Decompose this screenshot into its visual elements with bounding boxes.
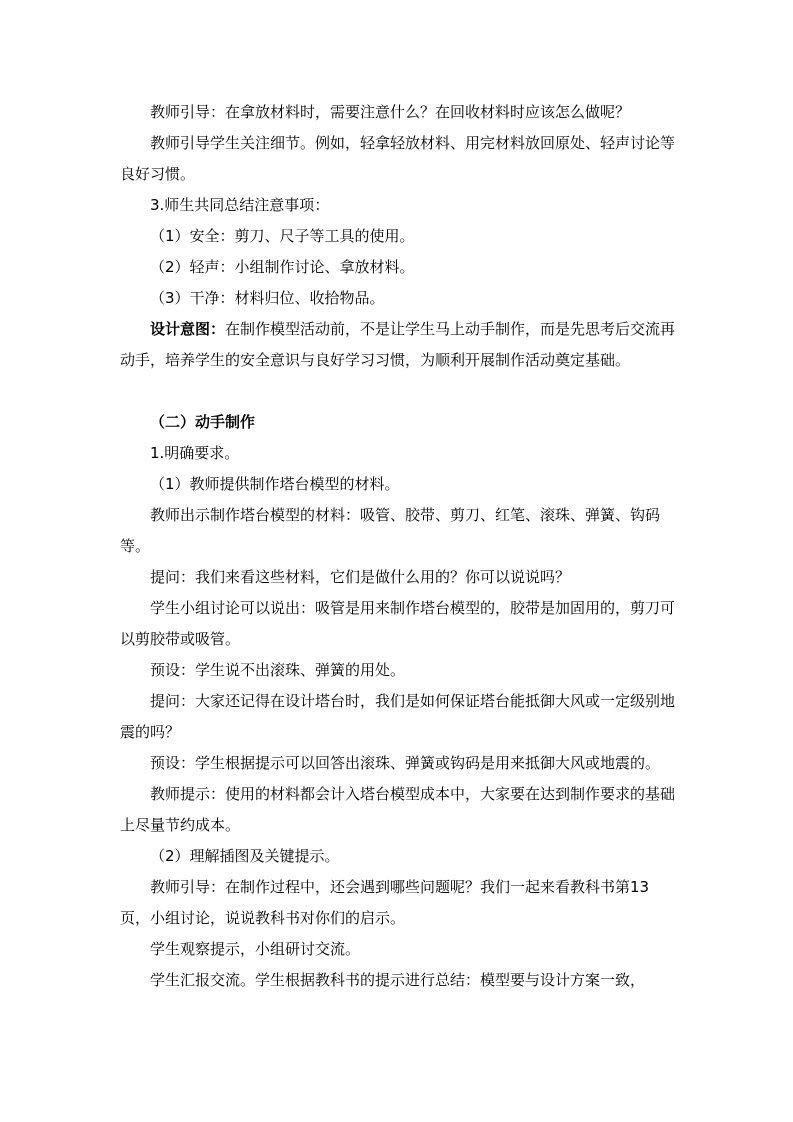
paragraph-question-design: 提问：大家还记得在设计塔台时，我们是如何保证塔台能抵御大风或一定级别地震的吗？ <box>120 692 676 741</box>
paragraph-preset-2: 预设：学生根据提示可以回答出滚珠、弹簧或钩码是用来抵御大风或地震的。 <box>150 754 661 772</box>
paragraph-teacher-guide-1: 教师引导：在拿放材料时，需要注意什么？在回收材料时应该怎么做呢？ <box>150 103 631 121</box>
paragraph-student-discussion: 学生小组讨论可以说出：吸管是用来制作塔台模型的，胶带是加固用的，剪刀可以剪胶带或吸管。 <box>120 599 676 648</box>
paragraph-design-intent <box>120 314 676 376</box>
paragraph-summary-heading: 3.师生共同总结注意事项： <box>150 196 330 214</box>
paragraph-question-materials: 提问：我们来看这些材料，它们是做什么用的？你可以说说吗？ <box>150 568 571 586</box>
paragraph-materials-heading: （1）教师提供制作塔台模型的材料。 <box>150 475 400 493</box>
paragraph-illustration-heading: （2）理解插图及关键提示。 <box>150 847 340 865</box>
paragraph-student-report: 学生汇报交流。学生根据教科书的提示进行总结：模型要与设计方案一致， <box>150 971 646 989</box>
design-intent-label: 设计意图： <box>150 320 226 338</box>
paragraph-teacher-guide-2: 教师引导学生关注细节。例如，轻拿轻放材料、用完材料放回原处、轻声讨论等良好习惯。 <box>120 134 676 183</box>
section-heading-hands-on: （二）动手制作 <box>150 413 256 431</box>
paragraph-note-clean: （3）干净：材料归位、收拾物品。 <box>150 289 385 307</box>
paragraph-note-quiet: （2）轻声：小组制作讨论、拿放材料。 <box>150 258 415 276</box>
paragraph-requirements: 1.明确要求。 <box>150 444 240 462</box>
paragraph-note-safety: （1）安全：剪刀、尺子等工具的使用。 <box>150 227 415 245</box>
paragraph-student-observe: 学生观察提示，小组研讨交流。 <box>150 940 361 958</box>
paragraph-teacher-guide-3: 教师引导：在制作过程中，还会遇到哪些问题呢？我们一起来看教科书第13页，小组讨论，说说教科书对你们的启示。 <box>120 878 650 927</box>
design-intent-text: 在制作模型活动前，不是让学生马上动手制作，而是先思考后交流再动手，培养学生的安全意识与良好学习习惯，为顺利开展制作活动奠定基础。 <box>120 320 676 369</box>
paragraph-teacher-tip: 教师提示：使用的材料都会计入塔台模型成本中，大家要在达到制作要求的基础上尽量节约成本。 <box>120 785 676 834</box>
paragraph-preset-1: 预设：学生说不出滚珠、弹簧的用处。 <box>150 661 406 679</box>
paragraph-materials-list: 教师出示制作塔台模型的材料：吸管、胶带、剪刀、红笔、滚珠、弹簧、钩码等。 <box>120 506 661 555</box>
